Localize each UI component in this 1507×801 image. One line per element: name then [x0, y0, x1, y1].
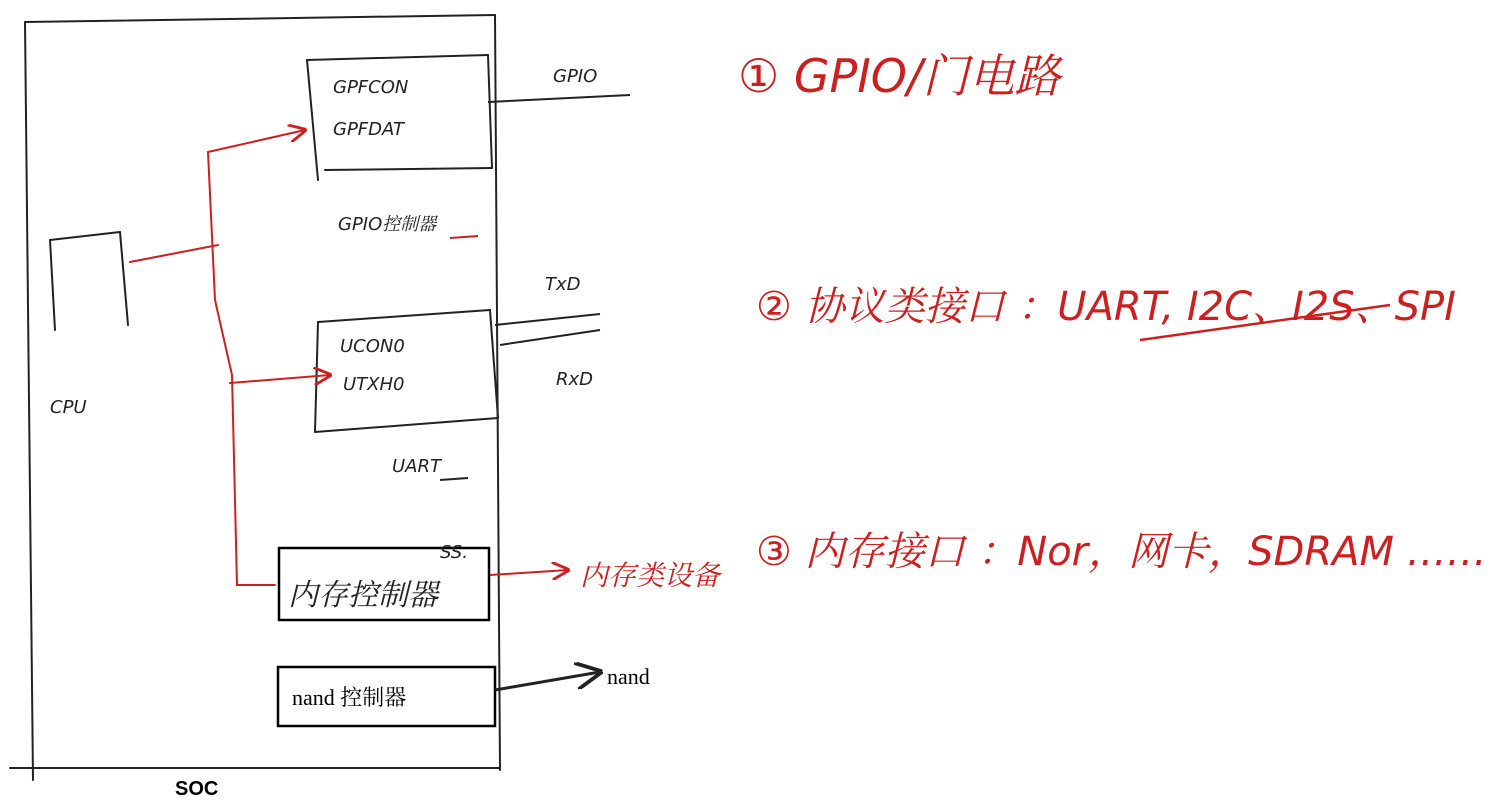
cpu-block	[50, 232, 128, 330]
memory-controller-label: 内存控制器	[288, 578, 438, 613]
soc-label: SOC	[175, 778, 219, 800]
gpio-pin-label: GPIO	[553, 66, 598, 87]
uart-register-ucon0: UCON0	[340, 336, 405, 357]
gpio-caption-underline	[450, 236, 478, 238]
uart-caption-underline	[440, 478, 468, 480]
uart-rxd-line	[500, 330, 600, 345]
annotation-gpio: ① GPIO/门电路	[738, 49, 1061, 103]
uart-rxd-label: RxD	[556, 369, 594, 390]
gpio-controller-caption: GPIO控制器	[338, 214, 437, 235]
gpio-register-gpfcon: GPFCON	[333, 77, 409, 98]
cpu-bus	[130, 130, 330, 585]
memory-controller-note: SS.	[440, 542, 468, 563]
uart-txd-line	[495, 314, 600, 325]
uart-register-utxh0: UTXH0	[343, 374, 405, 395]
gpio-register-gpfdat: GPFDAT	[333, 119, 405, 140]
nand-controller-label: nand 控制器	[292, 685, 407, 710]
memory-output-label: 内存类设备	[580, 559, 721, 592]
annotation-memory-interface: ③ 内存接口 ：Nor，网卡，SDRAM ……	[756, 529, 1487, 575]
cpu-label: CPU	[50, 397, 87, 418]
gpio-controller-box	[307, 55, 492, 180]
annotation-protocol: ② 协议类接口 ：UART, I2C、I2S、SPI	[756, 284, 1456, 330]
nand-output-label: nand	[607, 664, 650, 689]
memory-output-arrow	[490, 570, 568, 575]
gpio-pin-line	[488, 95, 630, 102]
uart-controller-box	[315, 310, 498, 432]
nand-output-arrow	[495, 672, 600, 690]
uart-controller-caption: UART	[392, 456, 441, 477]
uart-txd-label: TxD	[545, 274, 581, 295]
